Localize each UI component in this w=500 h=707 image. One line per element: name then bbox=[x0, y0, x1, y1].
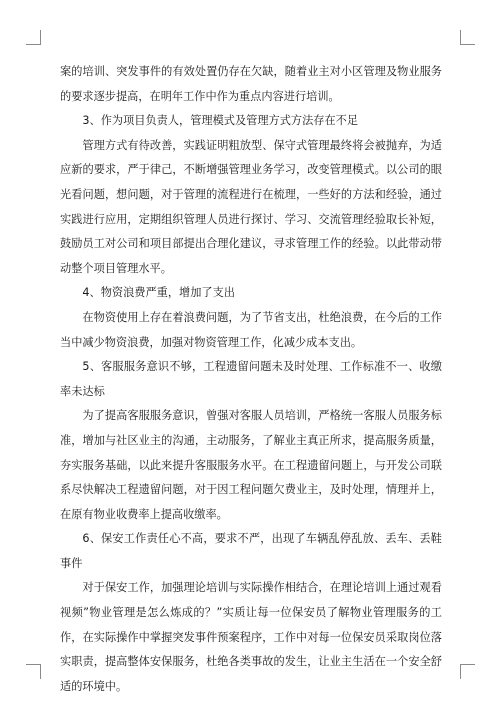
paragraph: 对于保安工作，加强理论培训与实际操作相结合，在理论培训上通过观看视频”物业管理是怎么炼成的？”实质让每一位保安员了解物业管理服务的工作，在实际操作中掌握突发事件预案程序，工作中对每一位保安员采取岗位落实职责，提高整体安保服务，杜绝各类事故的发生，让业主生活在一个安全舒适的环境中。 bbox=[60, 581, 442, 693]
paragraph: 在物资使用上存在着浪费问题，为了节省支出，杜绝浪费，在今后的工作当中减少物资浪费，加强对物资管理工作，化减少成本支出。 bbox=[60, 310, 442, 349]
paragraph-continued: 案的培训、突发事件的有效处置仍存在欠缺，随着业主对小区管理及物业服务的要求逐步提高，在明年工作中作为重点内容进行培训。 bbox=[60, 65, 442, 103]
paragraph: 管理方式有待改善，实践证明粗放型、保守式管理最终将会被抛弃，为适应新的要求，严于律己，不断增强管理业务学习，改变管理模式。以公司的眼光看问题，想问题，对于管理的流程进行在梳理，一些好的方法和经验，通过实践进行应用，定期组织管理人员进行探讨、学习、交流管理经验取长补短，鼓励员工对公司和项目部提出合理化建议，寻求管理工作的经验。以此带动带动整个项目管理水平。 bbox=[60, 138, 442, 275]
section-heading-4: 4、物资浪费严重，增加了支出 bbox=[82, 286, 235, 300]
section-heading-6: 6、保安工作责任心不高，要求不严，出现了车辆乱停乱放、丢车、丢鞋事件 bbox=[60, 532, 442, 570]
paragraph: 为了提高客服服务意识，曾强对客服人员培训，严格统一客服人员服务标准，增加与社区业主的沟通，主动服务，了解业主真正所求，提高服务质量，夯实服务基础，以此来提升客服服务水平。在工程遗留问题上，与开发公司联系尽快解决工程遗留问题，对于因工程问题欠费业主，及时处理，情理并上，在原有物业收费率上提高收缴率。 bbox=[60, 409, 442, 521]
corner-mark-bottom-right bbox=[460, 664, 475, 679]
section-heading-3: 3、作为项目负责人，管理模式及管理方式方法存在不足 bbox=[82, 114, 359, 128]
section-heading-5: 5、客服服务意识不够，工程遗留问题未及时处理、工作标准不一、收缴率未达标 bbox=[60, 360, 442, 398]
document-body bbox=[60, 60, 442, 699]
corner-mark-top-right bbox=[460, 30, 475, 45]
corner-mark-top-left bbox=[26, 30, 41, 45]
corner-mark-bottom-left bbox=[26, 664, 41, 679]
